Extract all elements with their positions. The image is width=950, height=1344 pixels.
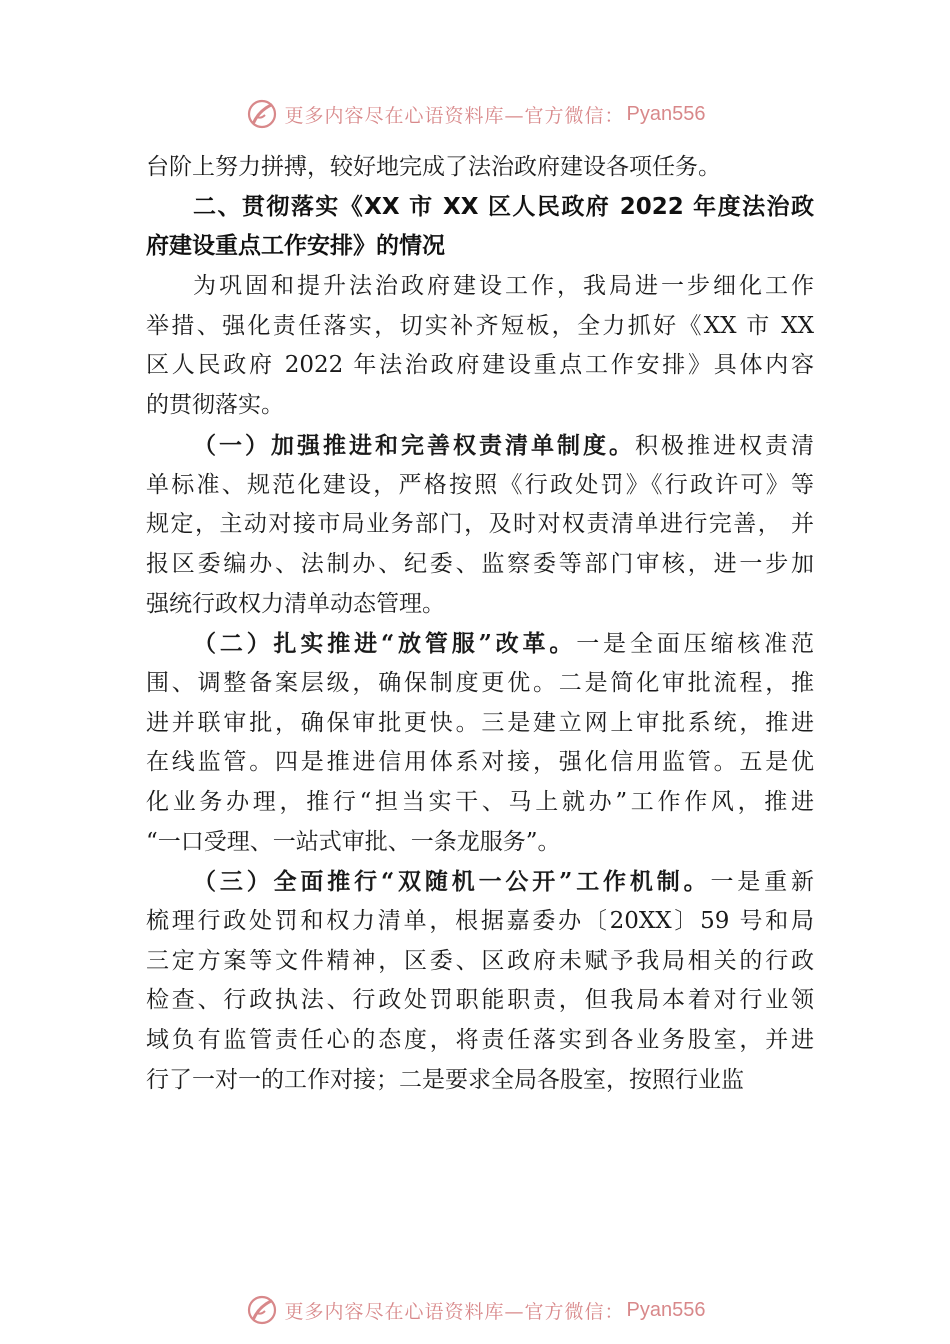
document-body [146,148,814,1101]
paragraph-line [146,1021,814,1061]
paragraph-line [146,743,814,783]
line-text: 报区委编办、法制办、纪委、监察委等部门审核，进一步加 [146,550,814,577]
line-text: 检查、行政执法、行政处罚职能职责，但我局本着对行业领 [146,987,814,1014]
paragraph-line [146,783,814,823]
paragraph-line [146,823,814,863]
line-text: 梳理行政处罚和权力清单，根据嘉委办〔20XX〕59 号和局 [146,908,814,935]
paragraph-line [146,307,814,347]
line-text: 区人民政府 2022 年法治政府建设重点工作安排》具体内容 [146,352,814,379]
line-text: 进并联审批，确保审批更快。三是建立网上审批系统，推进 [146,709,814,736]
line-text: 域负有监管责任心的态度，将责任落实到各业务股室，并进 [146,1027,814,1054]
paragraph-line [146,1061,814,1101]
line-text: 台阶上努力拼搏，较好地完成了法治政府建设各项任务。 [146,154,721,180]
line-text: 在线监管。四是推进信用体系对接，强化信用监管。五是优 [146,749,814,776]
watermark-id: Pyan556 [626,1298,706,1321]
paragraph-line [146,981,814,1021]
subsection-title: （二）扎实推进“放管服”改革。 [193,630,577,658]
line-text: 举措、强化责任落实，切实补齐短板，全力抓好《XX 市 XX [146,312,814,339]
line-text: 单标准、规范化建设，严格按照《行政处罚》《行政许可》等 [146,471,814,498]
line-text: 行了一对一的工作对接；二是要求全局各股室，按照行业监 [146,1066,744,1093]
line-text: 强统行政权力清单动态管理。 [146,590,445,617]
line-text: 的贯彻落实。 [146,392,284,419]
watermark-text: 更多内容尽在心语资料库—官方微信： [284,104,625,127]
line-text: 一是全面压缩核准范 [576,631,814,658]
line-text: 为巩固和提升法治政府建设工作，我局进一步细化工作 [193,273,814,300]
paragraph-line [146,942,814,982]
paragraph-line [146,664,814,704]
line-text: 规定，主动对接市局业务部门，及时对权责清单进行完善， 并 [146,511,814,538]
brush-logo-icon [245,1293,279,1327]
subsection-title: （三）全面推行“双随机一公开”工作机制。 [193,868,711,896]
line-text: 围、调整备案层级，确保制度更优。二是简化审批流程，推 [146,669,814,696]
line-text: 三定方案等文件精神，区委、区政府未赋予我局相关的行政 [146,947,814,974]
line-text: 一是重新 [710,869,815,896]
watermark-id: Pyan556 [626,102,706,125]
paragraph-line [146,466,814,506]
brush-logo-icon [245,97,279,131]
line-text: 府建设重点工作安排》的情况 [146,233,445,260]
paragraph-line [146,624,814,664]
paragraph-line [146,148,814,188]
paragraph-line [146,862,814,902]
watermark-header [0,94,950,134]
line-text: “一口受理、一站式审批、一条龙服务”。 [146,828,561,855]
paragraph-line [146,545,814,585]
paragraph-line [146,505,814,545]
line-text: 化业务办理，推行“担当实干、马上就办”工作作风，推进 [146,789,814,815]
watermark-text: 更多内容尽在心语资料库—官方微信： [284,1300,625,1323]
paragraph-line [146,704,814,744]
line-text: 积极推进权责清 [635,432,814,459]
paragraph-line [146,585,814,625]
paragraph-line [146,267,814,307]
watermark-footer [0,1290,950,1330]
line-text: 二、贯彻落实《XX 市 XX 区人民政府 2022 年度法治政 [193,193,814,220]
paragraph-line [146,902,814,942]
paragraph-line [146,426,814,466]
paragraph-line [146,346,814,386]
section-heading-line [146,227,814,267]
paragraph-line [146,386,814,426]
subsection-title: （一）加强推进和完善权责清单制度。 [193,431,635,459]
section-heading-line [146,188,814,228]
